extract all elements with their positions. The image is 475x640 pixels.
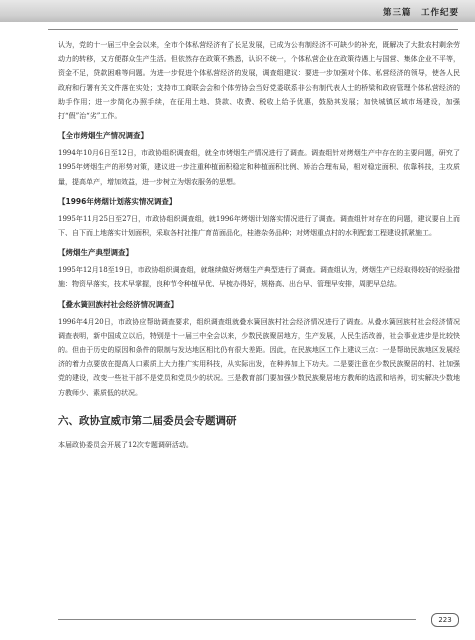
page-number: 223 xyxy=(431,613,459,627)
chapter-heading: 六、政协宣威市第二届委员会专题调研 xyxy=(58,414,237,427)
intro-paragraph: 认为，党的十一届三中全会以来，全市个体私营经济有了长足发展，已成为公有制经济不可缺少的补充，既解决了大批农村剩余劳动力的转移，又方便群众生产生活。但依然存在政策不熟悉，认识不统一，个体私营企业在政策待遇上与国营、集体企业不平等，资金不足，贷款困难等问题。为进一步促进个体私营经济的发展，调查组建议：要进一步加强对个体、私营经济的领导，使各人民政府和行署有关文件落在实处；支持市工商联会会和个体劳协会当好党委联系非公有制代表人士的桥梁和政府管理个体私营经济的助手作用；进一步简化办照手续，在征用土地、贷款、收费、税收上给予优惠，鼓励其发展；加快城镇区域市场建设，加强打“假”治“劣”工作。 xyxy=(58,41,460,121)
header-divider xyxy=(48,29,458,30)
running-header-title: 第三篇 工作纪要 xyxy=(382,8,459,18)
section-heading-hui-village: 【叠水簧回族村社会经济情况调查】 xyxy=(58,299,178,309)
section-text-1996-plan: 1995年11月25日至27日，市政协组织调查组，就1996年烤烟计划落实情况进行了调查。调查组针对存在的问题，建议要自上而下、自下而上地落实计划面积，采取各村社推广育苗面品化，桂港杂务品种；对烤烟重点村的水利配套工程建设抓紧施工。 xyxy=(58,214,460,238)
section-text-typical-survey: 1995年12月18至19日，市政协组织调查组，就继续做好烤烟生产典型进行了调查。调查组认为，烤烟生产已经取得较好的经验措施：物资早落实，技术早掌握，良种节令种植早优、早梳办得好，规格高、出台早、管理早安排，周肥早总结。 xyxy=(58,266,460,289)
section-text-hui-village: 1996年4月20日，市政协应帮助调查要求，组织调查组就叠水簧回族村社会经济情况进行了调查。从叠水簧回族村社会经济情况调查表明，新中国成立以后，特别是十一届三中全会以来，少数民族聚居地方，生产发展，人民生活改善，社会事业进步是比较快的。但由于历史的原因和条件的限制与发达地区相比仍有很大差距。因此，在民族地区工作上建议三点：一是帮助民族地区发展经济的着力点要放在提高人口素质上大力推广实用科技，从实际出发，在种养加上下功夫。二是要注意在少数民族聚居的村、社加强党的建设，改变一些社干部不是党员和党员少的状况。三是教育部门要加强少数民族聚居地方教师的选派和培养，切实解决少数地方教师少、素质低的状况。 xyxy=(58,317,460,397)
section-heading-typical-survey: 【烤烟生产典型调查】 xyxy=(58,248,133,258)
footer-divider xyxy=(58,619,416,620)
section-heading-1996-plan: 【1996年烤烟计划落实情况调查】 xyxy=(58,196,177,206)
header-band xyxy=(0,0,475,22)
section-text-tobacco-survey: 1994年10月6日至12日，市政协组织调查组，就全市烤烟生产情况进行了调查。调查组针对烤烟生产中存在的主要问题，研究了1995年烤烟生产的形势对策，建议进一步注重种植面积稳定和种植面积比例、矫治合理布局，相对稳定面积、依靠科技，主攻质量，提高单产，增加效益，进一步树立为烟农服务的思想。 xyxy=(58,149,460,186)
section-heading-tobacco-survey: 【全市烤烟生产情况调查】 xyxy=(58,131,148,141)
page-content xyxy=(58,38,460,458)
chapter-text: 本届政协委员会开展了12次专题调研活动。 xyxy=(58,440,193,449)
